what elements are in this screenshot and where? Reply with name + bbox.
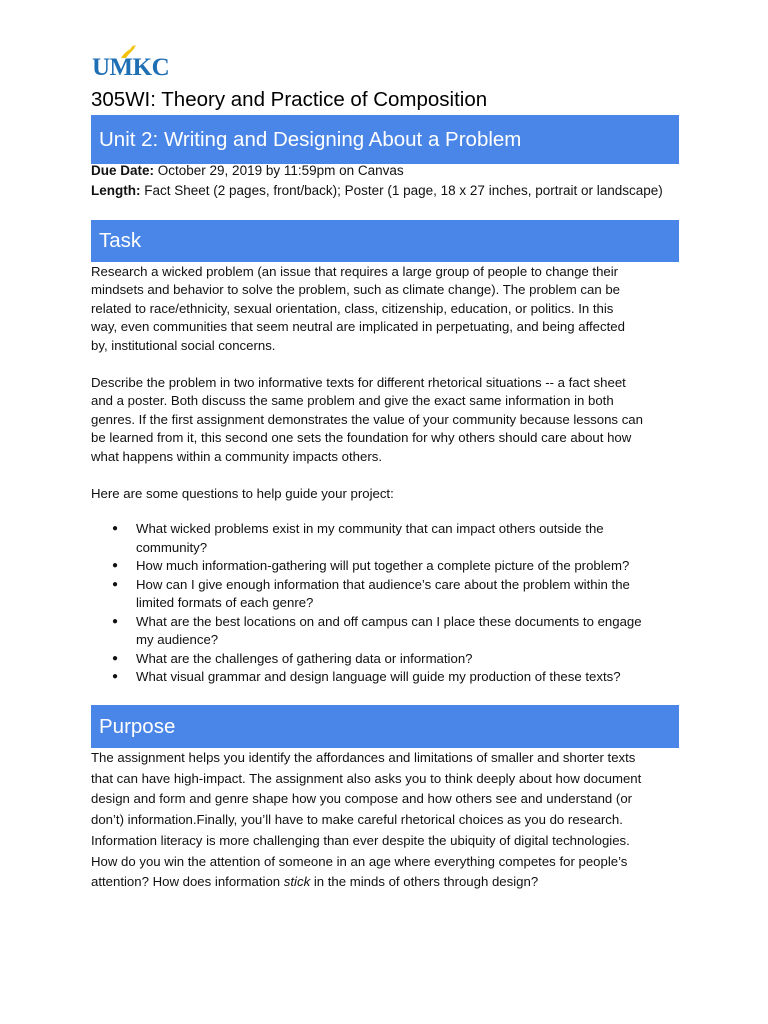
text-line: ● How can I give enough information that audience’s care about the problem within the bbox=[136, 576, 630, 592]
text-line: ● How much information-gathering will put together a complete picture of the problem? bbox=[136, 558, 630, 573]
list-item bbox=[111, 613, 691, 650]
due-date-line bbox=[91, 163, 404, 178]
task-heading: Task bbox=[99, 229, 142, 252]
course-title: 305WI: Theory and Practice of Composition bbox=[91, 88, 488, 111]
text-line: Research a wicked problem (an issue that requires a large group of people to change their bbox=[91, 264, 619, 279]
text-line-last bbox=[91, 872, 691, 893]
list-item bbox=[111, 576, 691, 613]
text-line: genres. If the first assignment demonstrates the value of your community because lessons can bbox=[91, 411, 643, 427]
list-item bbox=[111, 557, 691, 576]
question-list bbox=[111, 520, 691, 687]
text-fragment: in the minds of others through design? bbox=[310, 874, 539, 890]
task-paragraph-1 bbox=[91, 263, 691, 355]
text-line: ● What are the challenges of gathering data or information? bbox=[136, 650, 473, 666]
task-banner bbox=[91, 220, 679, 262]
list-item bbox=[111, 650, 691, 669]
text-line: limited formats of each genre? bbox=[136, 595, 314, 610]
length-label: Length: bbox=[91, 183, 141, 198]
text-line: The assignment helps you identify the affordances and limitations of smaller and shorter texts bbox=[91, 750, 636, 765]
text-line: my audience? bbox=[136, 632, 219, 647]
text-line: way, even communities that seem neutral are implicated in perpetuating, and being affected bbox=[91, 319, 625, 335]
text-line: ● What are the best locations on and off campus can I place these documents to engage bbox=[136, 613, 642, 629]
text-line: by, institutional social concerns. bbox=[91, 337, 276, 353]
text-line: mindsets and behavior to solve the problem, such as climate change). The problem can be bbox=[91, 282, 621, 298]
length-line bbox=[91, 183, 663, 198]
task-paragraph-3: Here are some questions to help guide your project: bbox=[91, 486, 394, 501]
text-line: don’t) information.Finally, you’ll have to make careful rhetorical choices as you do research. bbox=[91, 812, 623, 828]
text-line: be learned from it, this second one sets the foundation for why others should care about how bbox=[91, 430, 632, 446]
text-line: Describe the problem in two informative texts for different rhetorical situations -- a fact sheet bbox=[91, 375, 626, 390]
text-line: Information literacy is more challenging than ever despite the ubiquity of digital technologies. bbox=[91, 832, 630, 848]
text-line: community? bbox=[136, 539, 208, 555]
text-line: How do you win the attention of someone in an age where everything competes for people’s bbox=[91, 853, 628, 869]
list-item bbox=[111, 668, 691, 687]
italic-word: stick bbox=[283, 874, 311, 890]
text-line: that can have high-impact. The assignment also asks you to think deeply about how document bbox=[91, 770, 642, 786]
length-value: Fact Sheet (2 pages, front/back); Poster (1 page, 18 x 27 inches, portrait or landscape) bbox=[140, 183, 663, 198]
text-line: and a poster. Both discuss the same problem and give the exact same information in both bbox=[91, 393, 614, 409]
text-line: ● What wicked problems exist in my community that can impact others outside the bbox=[136, 521, 604, 536]
task-paragraph-2 bbox=[91, 374, 691, 466]
list-item bbox=[111, 520, 691, 557]
umkc-logo bbox=[92, 44, 172, 84]
due-date-value: October 29, 2019 by 11:59pm on Canvas bbox=[154, 163, 404, 178]
unit-banner bbox=[91, 115, 679, 164]
due-date-label: Due Date: bbox=[91, 163, 155, 178]
purpose-banner bbox=[91, 705, 679, 748]
logo-text: UMKC bbox=[92, 54, 170, 81]
purpose-heading: Purpose bbox=[99, 714, 176, 738]
text-line: ● What visual grammar and design language will guide my production of these texts? bbox=[136, 669, 621, 684]
unit-title: Unit 2: Writing and Designing About a Problem bbox=[99, 127, 522, 151]
text-line: what happens within a community impacts others. bbox=[91, 448, 382, 464]
purpose-paragraph bbox=[91, 748, 691, 893]
text-line: related to race/ethnicity, sexual orientation, class, citizenship, education, or politics. In this bbox=[91, 300, 614, 316]
text-fragment: attention? How does information bbox=[91, 874, 284, 890]
text-line: design and form and genre shape how you compose and how others see and understand (or bbox=[91, 791, 633, 807]
